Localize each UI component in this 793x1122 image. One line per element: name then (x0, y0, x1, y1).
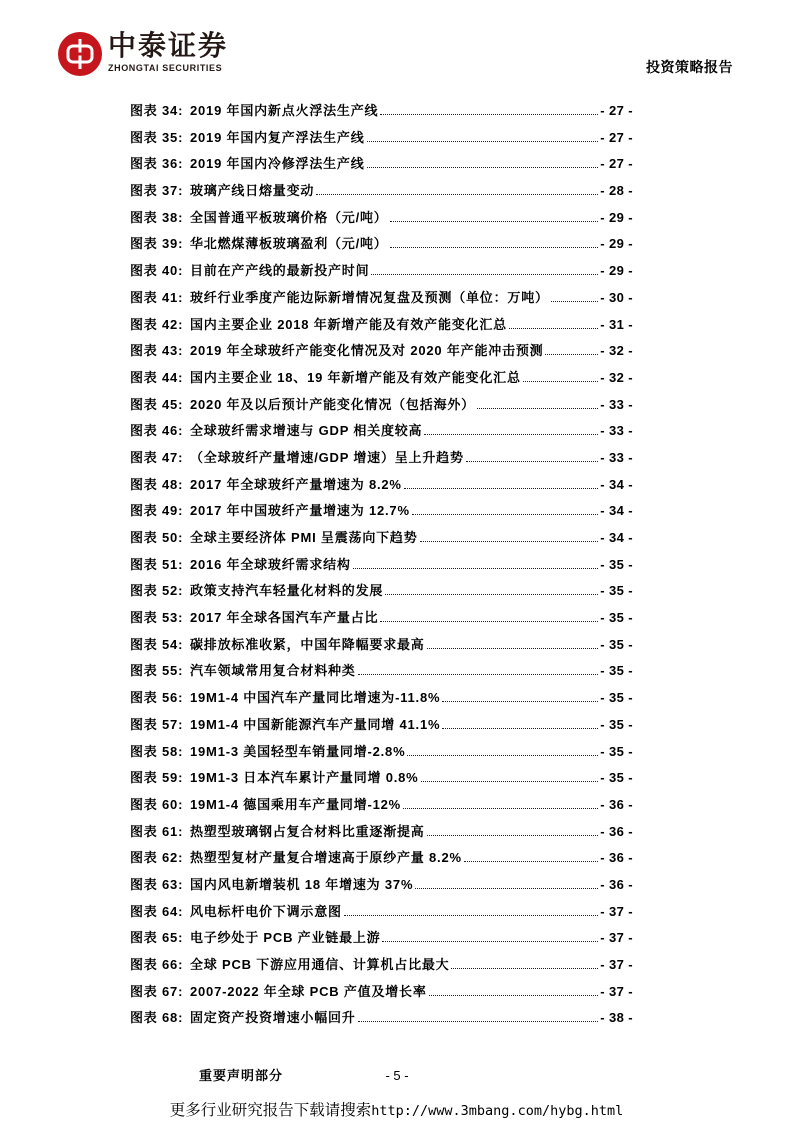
figure-title: 2019 年全球玻纤产能变化情况及对 2020 年产能冲击预测 (190, 343, 544, 359)
figure-title: 2016 年全球玻纤需求结构 (190, 556, 351, 572)
figure-title: 华北燃煤薄板玻璃盈利（元/吨） (190, 236, 388, 252)
dot-leader (403, 805, 598, 809)
figure-number: 图表 40: (130, 263, 184, 279)
toc-entry[interactable] (130, 258, 633, 285)
figure-page-number: - 29 - (600, 209, 633, 225)
figure-number: 图表 48: (130, 476, 184, 492)
figure-page-number: - 35 - (600, 610, 633, 626)
dot-leader (353, 565, 599, 569)
figure-number: 图表 61: (130, 823, 184, 839)
toc-entry[interactable] (130, 338, 633, 365)
dot-leader (415, 885, 598, 889)
dot-leader (412, 511, 598, 515)
figure-title: 风电标杆电价下调示意图 (190, 903, 342, 919)
figure-number: 图表 62: (130, 850, 184, 866)
figure-number: 图表 53: (130, 610, 184, 626)
dot-leader (466, 458, 598, 462)
figure-number: 图表 45: (130, 396, 184, 412)
dot-leader (407, 752, 598, 756)
promo-text: 更多行业研究报告下载请搜索 (169, 1101, 372, 1119)
toc-entry[interactable] (130, 285, 633, 312)
toc-entry[interactable] (130, 952, 633, 979)
figure-page-number: - 37 - (600, 983, 633, 999)
figure-number: 图表 56: (130, 690, 184, 706)
figure-page-number: - 35 - (600, 770, 633, 786)
figure-title: 政策支持汽车轻量化材料的发展 (190, 583, 384, 599)
figure-page-number: - 34 - (600, 503, 633, 519)
figure-page-number: - 29 - (600, 263, 633, 279)
toc-entry[interactable] (130, 525, 633, 552)
figure-number: 图表 49: (130, 503, 184, 519)
figure-title: 全国普通平板玻璃价格（元/吨） (190, 209, 388, 225)
figure-page-number: - 31 - (600, 316, 633, 332)
figure-title: （全球玻纤产量增速/GDP 增速）呈上升趋势 (190, 449, 464, 465)
zhongtai-logo-icon (57, 31, 103, 77)
figure-number: 图表 38: (130, 209, 184, 225)
figure-number: 图表 35: (130, 129, 184, 145)
figure-page-number: - 35 - (600, 663, 633, 679)
dot-leader (358, 1018, 599, 1022)
toc-entry[interactable] (130, 685, 633, 712)
dot-leader (451, 965, 598, 969)
figure-page-number: - 35 - (600, 636, 633, 652)
figure-title: 热塑型复材产量复合增速高于原纱产量 8.2% (190, 850, 462, 866)
figure-title: 2007-2022 年全球 PCB 产值及增长率 (190, 983, 427, 999)
figure-title: 玻纤行业季度产能边际新增情况复盘及预测（单位：万吨） (190, 289, 549, 305)
toc-entry[interactable] (130, 98, 633, 125)
dot-leader (344, 912, 598, 916)
dot-leader (551, 298, 598, 302)
figure-title: 19M1-4 中国汽车产量同比增速为-11.8% (190, 690, 441, 706)
figure-page-number: - 32 - (600, 369, 633, 385)
figure-number: 图表 55: (130, 663, 184, 679)
figure-title: 碳排放标准收紧，中国年降幅要求最高 (190, 636, 425, 652)
dot-leader (429, 992, 599, 996)
toc-entry[interactable] (130, 739, 633, 766)
figure-number: 图表 44: (130, 369, 184, 385)
dot-leader (367, 164, 599, 168)
toc-entry[interactable] (130, 231, 633, 258)
company-name-cn: 中泰证券 (108, 30, 229, 61)
figure-number: 图表 41: (130, 289, 184, 305)
figure-number: 图表 68: (130, 1010, 184, 1026)
toc-entry[interactable] (130, 925, 633, 952)
dot-leader (545, 351, 598, 355)
figure-number: 图表 50: (130, 530, 184, 545)
figure-number: 图表 63: (130, 876, 184, 892)
figure-page-number: - 29 - (600, 236, 633, 252)
figure-page-number: - 27 - (600, 103, 633, 118)
dot-leader (390, 218, 599, 222)
toc-entry[interactable] (130, 979, 633, 1006)
figure-page-number: - 27 - (600, 156, 633, 172)
dot-leader (358, 671, 599, 675)
dot-leader (371, 271, 598, 275)
figure-title: 19M1-4 中国新能源汽车产量同增 41.1% (190, 716, 441, 732)
figure-page-number: - 35 - (600, 716, 633, 732)
toc-entry[interactable] (130, 151, 633, 178)
list-of-figures (130, 98, 633, 1032)
toc-entry[interactable] (130, 365, 633, 392)
figure-title: 固定资产投资增速小幅回升 (190, 1010, 356, 1026)
toc-entry[interactable] (130, 899, 633, 926)
figure-number: 图表 36: (130, 156, 184, 172)
dot-leader (404, 485, 598, 489)
figure-page-number: - 37 - (600, 930, 633, 946)
dot-leader (477, 405, 598, 409)
figure-number: 图表 57: (130, 716, 184, 732)
figure-page-number: - 35 - (600, 583, 633, 599)
figure-number: 图表 46: (130, 423, 184, 439)
figure-page-number: - 33 - (600, 423, 633, 439)
dot-leader (385, 591, 598, 595)
toc-entry[interactable] (130, 1005, 633, 1032)
toc-entry[interactable] (130, 552, 633, 579)
figure-page-number: - 33 - (600, 449, 633, 465)
toc-entry[interactable] (130, 578, 633, 605)
toc-entry[interactable] (130, 872, 633, 899)
toc-entry[interactable] (130, 445, 633, 472)
figure-title: 全球玻纤需求增速与 GDP 相关度较高 (190, 423, 423, 439)
toc-entry[interactable] (130, 392, 633, 419)
dot-leader (427, 832, 599, 836)
figure-page-number: - 35 - (600, 743, 633, 759)
figure-page-number: - 37 - (600, 903, 633, 919)
figure-number: 图表 51: (130, 556, 184, 572)
dot-leader (316, 191, 598, 195)
figure-title: 2017 年中国玻纤产量增速为 12.7% (190, 503, 410, 519)
toc-entry[interactable] (130, 472, 633, 499)
dot-leader (427, 645, 599, 649)
figure-title: 电子纱处于 PCB 产业链最上游 (190, 930, 381, 946)
dot-leader (523, 378, 599, 382)
figure-number: 图表 47: (130, 449, 184, 465)
figure-number: 图表 37: (130, 183, 184, 199)
figure-page-number: - 36 - (600, 876, 633, 892)
figure-page-number: - 33 - (600, 396, 633, 412)
figure-title: 全球主要经济体 PMI 呈震荡向下趋势 (190, 530, 418, 545)
figure-title: 玻璃产线日熔量变动 (190, 183, 315, 199)
figure-title: 国内风电新增装机 18 年增速为 37% (190, 876, 414, 892)
figure-title: 19M1-3 美国轻型车销量同增-2.8% (190, 743, 406, 759)
figure-page-number: - 36 - (600, 850, 633, 866)
toc-entry[interactable] (130, 205, 633, 232)
toc-entry[interactable] (130, 418, 633, 445)
toc-entry[interactable] (130, 792, 633, 819)
figure-page-number: - 37 - (600, 957, 633, 972)
figure-page-number: - 34 - (600, 530, 633, 545)
figure-title: 2019 年国内冷修浮法生产线 (190, 156, 365, 172)
promo-line (0, 1100, 793, 1121)
toc-entry[interactable] (130, 658, 633, 685)
figure-page-number: - 35 - (600, 690, 633, 706)
dot-leader (509, 325, 598, 329)
figure-title: 国内主要企业 18、19 年新增产能及有效产能变化汇总 (190, 369, 521, 385)
figure-page-number: - 27 - (600, 129, 633, 145)
toc-entry[interactable] (130, 312, 633, 339)
toc-entry[interactable] (130, 765, 633, 792)
figure-page-number: - 35 - (600, 556, 633, 572)
figure-number: 图表 42: (130, 316, 184, 332)
dot-leader (424, 431, 598, 435)
figure-title: 19M1-4 德国乘用车产量同增-12% (190, 796, 402, 812)
dot-leader (390, 244, 599, 248)
dot-leader (442, 698, 598, 702)
toc-entry[interactable] (130, 632, 633, 659)
toc-entry[interactable] (130, 819, 633, 846)
figure-number: 图表 58: (130, 743, 184, 759)
figure-number: 图表 52: (130, 583, 184, 599)
figure-title: 2020 年及以后预计产能变化情况（包括海外） (190, 396, 475, 412)
toc-entry[interactable] (130, 712, 633, 739)
figure-number: 图表 54: (130, 636, 184, 652)
figure-title: 热塑型玻璃钢占复合材料比重逐渐提高 (190, 823, 425, 839)
company-name-en: ZHONGTAI SECURITIES (108, 63, 223, 73)
toc-entry[interactable] (130, 498, 633, 525)
promo-url-link[interactable]: http://www.3mbang.com/hybg.html (371, 1103, 624, 1119)
disclaimer-label: 重要声明部分 (199, 1068, 284, 1083)
figure-title: 国内主要企业 2018 年新增产能及有效产能变化汇总 (190, 316, 507, 332)
dot-leader (380, 111, 598, 115)
toc-entry[interactable] (130, 845, 633, 872)
figure-title: 全球 PCB 下游应用通信、计算机占比最大 (190, 957, 450, 972)
page-number: - 5 - (385, 1068, 409, 1083)
figure-number: 图表 43: (130, 343, 184, 359)
figure-title: 2017 年全球各国汽车产量占比 (190, 610, 379, 626)
figure-number: 图表 60: (130, 796, 184, 812)
figure-page-number: - 28 - (600, 183, 633, 199)
figure-page-number: - 36 - (600, 796, 633, 812)
figure-number: 图表 59: (130, 770, 184, 786)
dot-leader (464, 858, 598, 862)
figure-number: 图表 34: (130, 103, 184, 118)
dot-leader (420, 538, 599, 542)
figure-page-number: - 38 - (600, 1010, 633, 1026)
figure-title: 2019 年国内复产浮法生产线 (190, 129, 365, 145)
figure-page-number: - 36 - (600, 823, 633, 839)
toc-entry[interactable] (130, 605, 633, 632)
figure-title: 19M1-3 日本汽车累计产量同增 0.8% (190, 770, 419, 786)
dot-leader (442, 725, 598, 729)
figure-number: 图表 39: (130, 236, 184, 252)
figure-page-number: - 30 - (600, 289, 633, 305)
figure-title: 汽车领域常用复合材料种类 (190, 663, 356, 679)
figure-title: 2019 年国内新点火浮法生产线 (190, 103, 379, 118)
toc-entry[interactable] (130, 178, 633, 205)
figure-title: 2017 年全球玻纤产量增速为 8.2% (190, 476, 402, 492)
dot-leader (421, 778, 599, 782)
report-type: 投资策略报告 (646, 59, 733, 75)
dot-leader (382, 938, 598, 942)
figure-number: 图表 64: (130, 903, 184, 919)
figure-number: 图表 67: (130, 983, 184, 999)
figure-title: 目前在产产线的最新投产时间 (190, 263, 370, 279)
figure-number: 图表 66: (130, 957, 184, 972)
figure-number: 图表 65: (130, 930, 184, 946)
figure-page-number: - 34 - (600, 476, 633, 492)
dot-leader (380, 618, 598, 622)
dot-leader (367, 138, 599, 142)
figure-page-number: - 32 - (600, 343, 633, 359)
toc-entry[interactable] (130, 125, 633, 152)
